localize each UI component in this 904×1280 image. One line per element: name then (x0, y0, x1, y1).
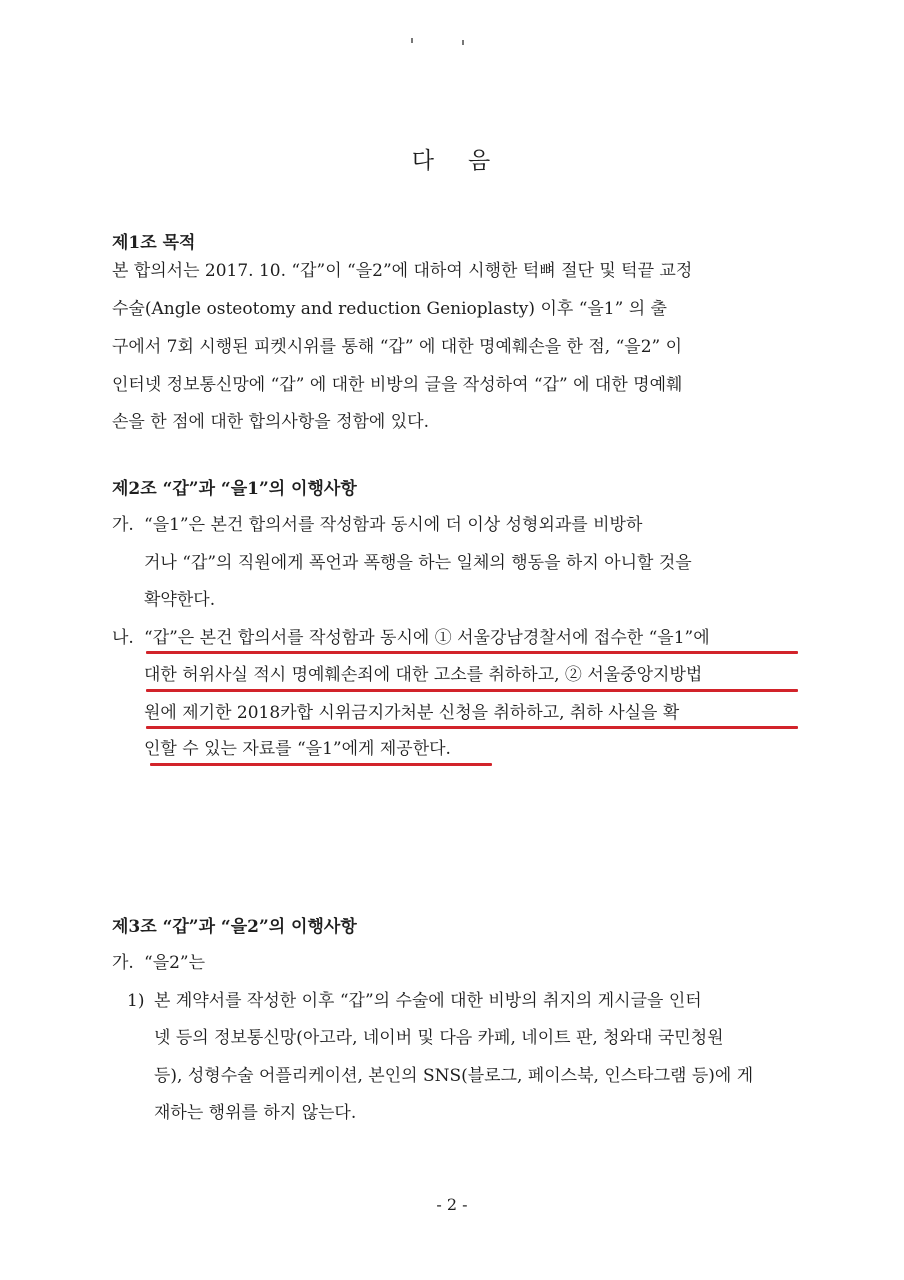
article1-line: 손을 한 점에 대한 합의사항을 정함에 있다. (112, 412, 430, 432)
article1-line: 수술(Angle osteotomy and reduction Genioplasty) 이후 “을1” 의 출 (112, 299, 667, 319)
article3-sub1-line: 넷 등의 정보통신망(아고라, 네이버 및 다음 카페, 네이트 판, 청와대 국민청원 (154, 1028, 724, 1048)
red-underline (146, 651, 798, 654)
red-underline (150, 763, 492, 766)
article2-item-ga-line: 확약한다. (144, 590, 216, 610)
article1-heading: 제1조 목적 (112, 233, 196, 253)
article2-item-na-line: “갑”은 본건 합의서를 작성함과 동시에 ① 서울강남경찰서에 접수한 “을1”에 (144, 628, 710, 648)
list-marker: 나. (112, 628, 134, 648)
scan-speck (462, 40, 464, 45)
article3-sub1-line: 본 계약서를 작성한 이후 “갑”의 수술에 대한 비방의 취지의 게시글을 인터 (154, 991, 702, 1011)
scan-speck (411, 38, 413, 43)
list-marker: 가. (112, 515, 134, 535)
page-number: - 2 - (436, 1195, 468, 1214)
article2-item-ga-line: “을1”은 본건 합의서를 작성함과 동시에 더 이상 성형외과를 비방하 (144, 515, 643, 535)
article3-sub1-line: 등), 성형수술 어플리케이션, 본인의 SNS(블로그, 페이스북, 인스타그램 등)에 게 (154, 1066, 754, 1086)
article1-line: 본 합의서는 2017. 10. “갑”이 “을2”에 대하여 시행한 턱뼈 절단 및 턱끝 교정 (112, 261, 693, 281)
document-title: 다 음 (411, 148, 493, 174)
article2-heading: 제2조 “갑”과 “을1”의 이행사항 (112, 479, 357, 499)
article1-line: 구에서 7회 시행된 피켓시위를 통해 “갑” 에 대한 명예훼손을 한 점, “을2” 이 (112, 337, 683, 357)
list-marker: 가. (112, 953, 134, 973)
article3-item-ga-text: “을2”는 (144, 953, 206, 973)
article3-heading: 제3조 “갑”과 “을2”의 이행사항 (112, 917, 357, 937)
article2-item-na-line: 인할 수 있는 자료를 “을1”에게 제공한다. (144, 739, 451, 759)
list-marker: 1) (127, 991, 145, 1011)
article2-item-na-line: 원에 제기한 2018카합 시위금지가처분 신청을 취하하고, 취하 사실을 확 (144, 703, 680, 723)
article1-line: 인터넷 정보통신망에 “갑” 에 대한 비방의 글을 작성하여 “갑” 에 대한 명예훼 (112, 375, 683, 395)
red-underline (146, 726, 798, 729)
article2-item-na-line: 대한 허위사실 적시 명예훼손죄에 대한 고소를 취하하고, ② 서울중앙지방법 (144, 665, 703, 685)
red-underline (146, 689, 798, 692)
article3-sub1-line: 재하는 행위를 하지 않는다. (154, 1103, 357, 1123)
article2-item-ga-line: 거나 “갑”의 직원에게 폭언과 폭행을 하는 일체의 행동을 하지 아니할 것을 (144, 553, 692, 573)
